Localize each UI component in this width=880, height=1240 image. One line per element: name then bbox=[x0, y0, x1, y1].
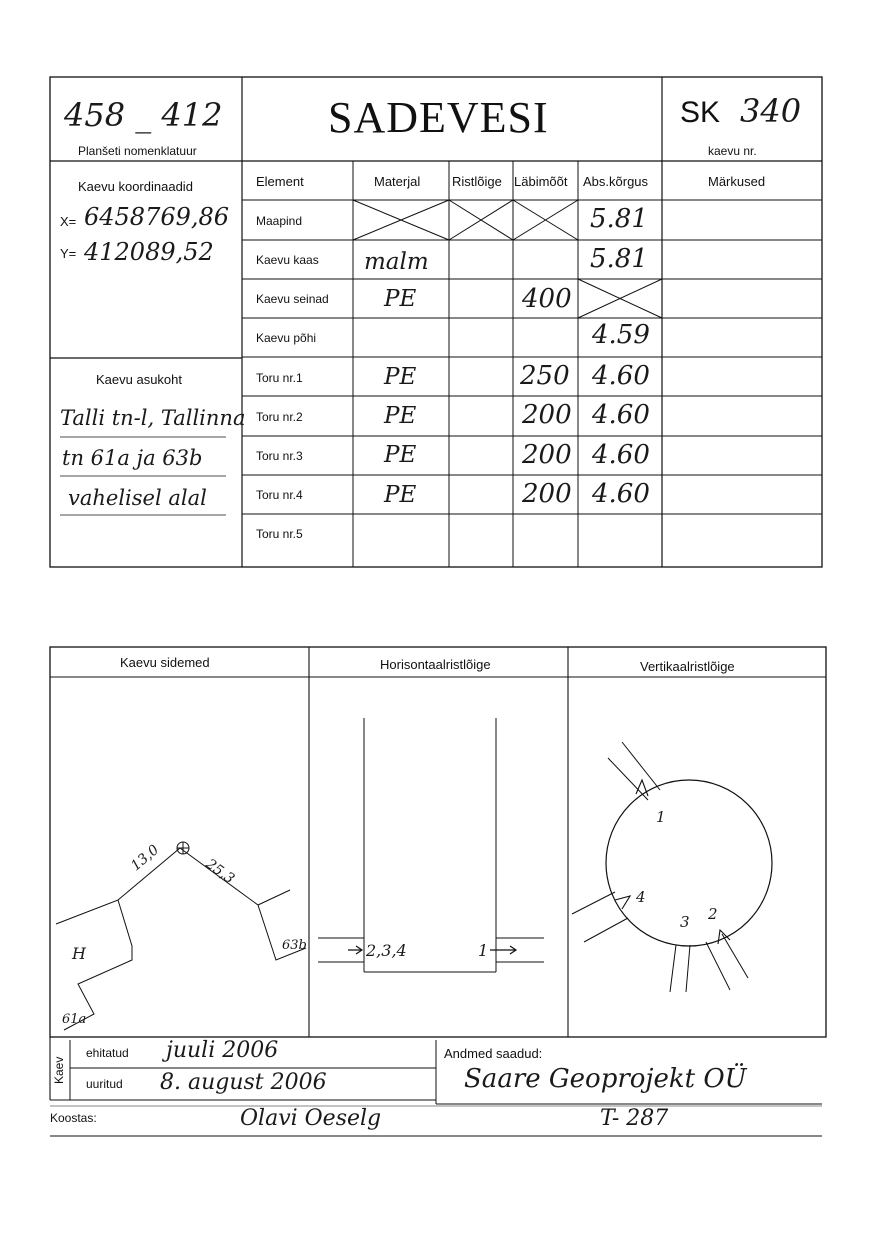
row-element: Kaevu põhi bbox=[256, 331, 317, 345]
row-elevation: 4.59 bbox=[592, 320, 650, 350]
vertical-section-label: Vertikaalristlõige bbox=[640, 659, 735, 674]
col-header-material: Materjal bbox=[374, 174, 421, 189]
row-material: PE bbox=[384, 403, 417, 429]
col-header-diameter: Läbimõõt bbox=[514, 174, 568, 189]
data-source-value: Saare Geoprojekt OÜ bbox=[464, 1064, 747, 1094]
data-source-label: Andmed saadud: bbox=[444, 1046, 543, 1061]
built-label: ehitatud bbox=[86, 1046, 129, 1060]
distance-left: 13,0 bbox=[128, 841, 163, 875]
horizontal-left-pipes: 2,3,4 bbox=[366, 941, 407, 960]
location-line-3: vahelisel alal bbox=[68, 486, 207, 510]
row-elevation: 4.60 bbox=[592, 440, 650, 470]
row-diameter: 200 bbox=[522, 400, 572, 430]
compiled-label: Koostas: bbox=[50, 1111, 97, 1125]
horizontal-right-pipe: 1 bbox=[478, 941, 489, 960]
row-diameter: 250 bbox=[520, 361, 570, 391]
coordinates-label: Kaevu koordinaadid bbox=[78, 179, 193, 194]
x-coordinate-label: X= bbox=[60, 214, 77, 229]
surveyed-label: uuritud bbox=[86, 1077, 123, 1091]
document-code: T- 287 bbox=[600, 1106, 669, 1131]
row-material: PE bbox=[384, 286, 417, 312]
built-value: juuli 2006 bbox=[166, 1038, 279, 1063]
row-element: Kaevu seinad bbox=[256, 292, 329, 306]
horizontal-section-label: Horisontaalristlõige bbox=[380, 657, 491, 672]
row-elevation: 5.81 bbox=[590, 244, 648, 274]
col-header-elevation: Abs.kõrgus bbox=[583, 174, 649, 189]
vertical-pipe-3: 3 bbox=[680, 913, 690, 931]
distance-right: 25,3 bbox=[202, 856, 238, 888]
row-elevation: 4.60 bbox=[592, 400, 650, 430]
row-elevation: 5.81 bbox=[590, 204, 648, 234]
nomenclature-value: 458 _ 412 bbox=[64, 96, 223, 134]
row-element: Toru nr.4 bbox=[256, 488, 303, 502]
location-line-1: Talli tn-l, Tallinna bbox=[60, 406, 246, 430]
col-header-cross-section: Ristlõige bbox=[452, 174, 502, 189]
row-elevation: 4.60 bbox=[592, 479, 650, 509]
y-coordinate-label: Y= bbox=[60, 246, 77, 261]
location-label: Kaevu asukoht bbox=[96, 372, 183, 387]
row-element: Maapind bbox=[256, 214, 303, 228]
row-material: malm bbox=[364, 249, 429, 275]
nomenclature-label: Planšeti nomenklatuur bbox=[78, 144, 197, 158]
row-diameter: 200 bbox=[522, 479, 572, 509]
building-h-label: H bbox=[72, 944, 86, 963]
well-number: 340 bbox=[740, 92, 802, 130]
compiled-value: Olavi Oeselg bbox=[240, 1106, 382, 1131]
building-61a-label: 61a bbox=[62, 1012, 87, 1027]
building-63b-label: 63b bbox=[282, 938, 307, 953]
row-diameter: 400 bbox=[522, 284, 572, 314]
row-element: Toru nr.5 bbox=[256, 527, 303, 541]
well-prefix: SK bbox=[680, 96, 721, 129]
row-element: Toru nr.2 bbox=[256, 410, 303, 424]
row-element: Kaevu kaas bbox=[256, 253, 319, 267]
vertical-pipe-4: 4 bbox=[636, 888, 646, 906]
well-number-label: kaevu nr. bbox=[708, 144, 757, 158]
surveyed-value: 8. august 2006 bbox=[160, 1070, 327, 1095]
row-diameter: 200 bbox=[522, 440, 572, 470]
row-element: Toru nr.3 bbox=[256, 449, 303, 463]
row-elevation: 4.60 bbox=[592, 361, 650, 391]
col-header-notes: Märkused bbox=[708, 174, 766, 189]
connections-label: Kaevu sidemed bbox=[120, 655, 210, 670]
location-line-2: tn 61a ja 63b bbox=[62, 446, 203, 470]
vertical-pipe-2: 2 bbox=[708, 905, 718, 923]
row-material: PE bbox=[384, 442, 417, 468]
col-header-element: Element bbox=[256, 174, 304, 189]
form-title: SADEVESI bbox=[328, 93, 549, 142]
row-material: PE bbox=[384, 482, 417, 508]
y-coordinate-value: 412089,52 bbox=[84, 238, 214, 266]
row-element: Toru nr.1 bbox=[256, 371, 303, 385]
row-material: PE bbox=[384, 364, 417, 390]
x-coordinate-value: 6458769,86 bbox=[84, 203, 230, 231]
vertical-pipe-1: 1 bbox=[656, 808, 666, 826]
kaev-label: Kaev bbox=[52, 1056, 66, 1084]
